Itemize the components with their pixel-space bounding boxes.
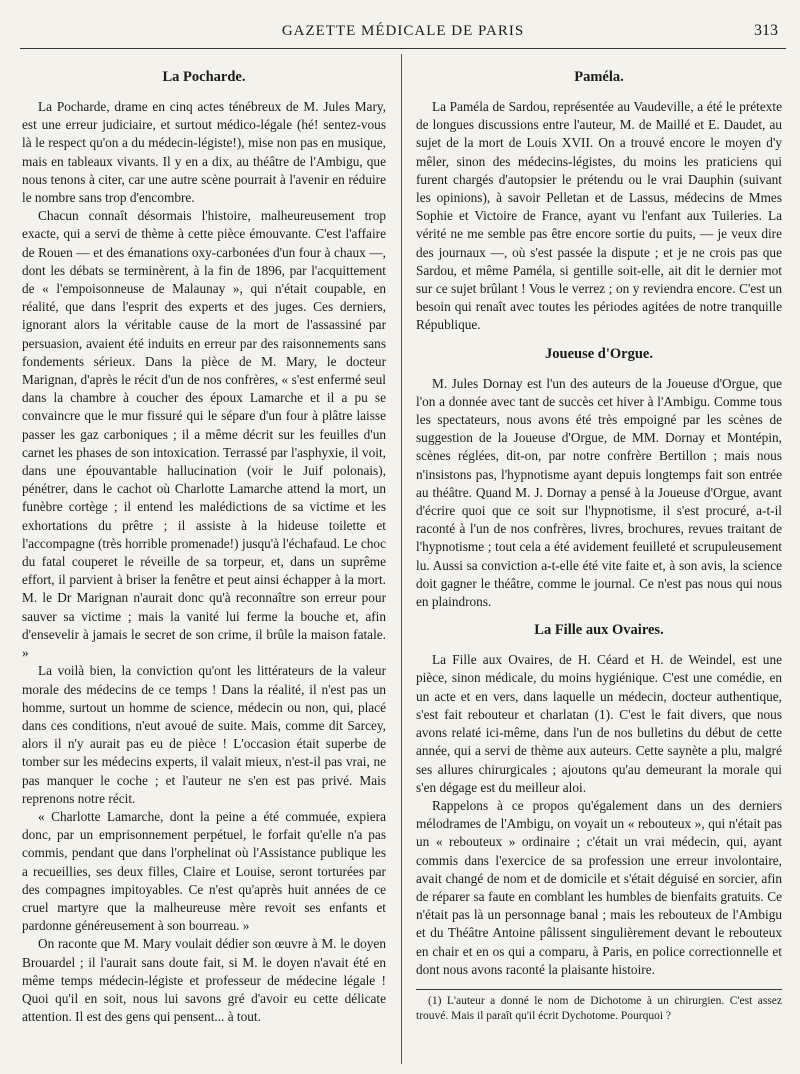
running-head <box>20 20 786 49</box>
paragraph: On raconte que M. Mary voulait dédier son œuvre à M. le doyen Brouardel ; il l'aurait sans doute fait, si M. le doyen n'avait été en même temps médecin-légiste et professeur de médecine légale ! Quoi qu'il en soit, nous lui savons gré d'avoir eu cette délicate attention. Il est des gens qui pensent... à tout. <box>22 936 386 1025</box>
article-joueuse-orgue <box>416 345 782 612</box>
left-column <box>22 58 386 1058</box>
paragraph: La Paméla de Sardou, représentée au Vaudeville, a été le prétexte de longues discussions entre l'auteur, M. de Maillé et E. Daudet, au sujet de la mort de Louis XVII. On a trouvé encore le moyen d'y mêler, sinon des médecins-légistes, du moins les praticiens qui furent chargés d'autopsier le prétendu ou le vrai Dauphin (suivant les opinions), à savoir Pelletan et de Lassus, médecins de Mmes Sophie et Victoire de France, ayant vu l'enfant aux Tuileries. La vérité ne me semble pas être encore sortie du puits, — je veux dire des journaux —, où s'est passée la dispute ; et je ne crois pas que Sardou, et même Paméla, si gentille soit-elle, ait dit le dernier mot sur ce sujet brûlant ! Vous le verrez ; on y reviendra encore. C'est un besoin qui renaît avec toutes les périodes agitées de notre tranquille République. <box>416 99 782 333</box>
paragraph: La Fille aux Ovaires, de H. Céard et H. de Weindel, est une pièce, sinon médicale, du moins hygiénique. C'est une comédie, en un acte et en vers, dans laquelle un médecin, docteur authentique, s'est fait rebouteur et charlatan (1). C'est le fait divers, que nous avons relaté ici-même, dans l'un de nos bulletins du début de cette année, qui a servi de thème aux auteurs. Cette saynète a plu, malgré ses allures chirurgicales ; ajoutons qu'au demeurant la morale qui s'en dégage est du meilleur aloi. <box>416 652 782 795</box>
footnote: (1) L'auteur a donné le nom de Dichotome à un chirurgien. C'est assez trouvé. Mais il paraît qu'il écrit Dychotome. Pourquoi ? <box>416 994 782 1022</box>
paragraph: Chacun connaît désormais l'histoire, malheureusement trop exacte, qui a servi de thème à cette pièce émouvante. C'est l'affaire de Rouen — et des émanations oxy-carbonées d'un four à chaux —, dont les débats se terminèrent, à la fin de 1896, par l'acquittement de « l'empoisonneuse de Malaunay », qui n'était coupable, en réalité, que dans l'esprit des experts et des juges. Ces derniers, ignorant alors la véritable cause de la mort de l'assassiné par persuasion, avaient été induits en erreur par des raisonnements sans fondements sérieux. Dans la pièce de M. Mary, le docteur Marignan, d'après le récit d'un de nos confrères, « s'est enfermé seul dans la chambre à coucher des époux Lamarche et il a pu se convaincre que le mur fissuré qui le sépare d'un four à plâtre laisse passer les gaz carboniques ; il a même décrit sur les feuilles d'un carnet les phases de son intoxication. Terrassé par l'asphyxie, il voit, dans une épouvantable hallucination (voir le Juif polonais), pénétrer, dans le cachot où Charlotte Lamarche attend la mort, un funèbre cortège ; il entend les malédictions de sa victime et les exhortations du prêtre ; il assiste à la hideuse toilette et l'accompagne (très horrible promenade!) jusqu'à l'échafaud. Le choc du fatal couperet le réveille de sa torpeur, et, dans un suprême effort, il parvient à briser la fenêtre et peut ainsi échapper à la mort. M. le Dr Marignan n'aurait donc qu'à reconnaître son erreur pour sauver sa victime ; mais la vanité lui ferme la bouche et, afin d'ensevelir à jamais le secret de son crime, il brûle la maison fatale. » <box>22 208 386 661</box>
journal-title: GAZETTE MÉDICALE DE PARIS <box>281 23 525 39</box>
right-column <box>416 58 782 1058</box>
page-number: 313 <box>754 22 778 39</box>
article-heading: La Pocharde. <box>162 69 246 85</box>
article-heading: La Fille aux Ovaires. <box>534 622 664 639</box>
paragraph: La Pocharde, drame en cinq actes ténébreux de M. Jules Mary, est une erreur judiciaire, et surtout médico-légale (hé! sentez-vous là le respect qu'on a du médecin-légiste!), mise non pas en musique, mais en tableaux vivants. Il y en a dix, au théâtre de l'Ambigu, que nous tenons à citer, car une autre scène pourrait à l'avenir en réduire le nombre sans trop d'encombre. <box>22 99 386 206</box>
paragraph: Rappelons à ce propos qu'également dans un des derniers mélodrames de l'Ambigu, on voyait un « rebouteux », qui n'était pas un « rebouteux » ordinaire ; c'était un vrai médecin, qui, ayant commis dans l'exercice de sa profession une erreur involontaire, avait changé de nom et de domicile et s'était déguisé en sorcier, afin de réparer sa faute en comblant les humbles de bienfaits gratuits. Ce n'était pas là un personnage banal ; mais les rebouteux de l'Ambigu et du Théâtre Antoine pâlissent singulièrement devant le rebouteux en chair et en os qui a comparu, à Paris, en police correctionnelle et dont nous avons raconté la plaisante histoire. <box>416 797 782 977</box>
paragraph: La voilà bien, la conviction qu'ont les littérateurs de la valeur morale des médecins de ce temps ! Dans la réalité, il n'est pas un homme, surtout un homme de science, médecin ou non, qui, placé dans ces conditions, n'eut avoué de suite. Mais, comme dit Sarcey, alors il n'y aurait pas eu de pièce ! L'occasion était superbe de tomber sur les médecins experts, il valait mieux, n'est-il pas vrai, ne pas manquer le coche ; et l'auteur ne s'en est pas privé. Mais reprenons notre récit. <box>22 663 386 806</box>
article-heading: Paméla. <box>574 69 624 85</box>
article-pocharde <box>22 68 386 1026</box>
footnote-rule <box>416 989 782 990</box>
article-heading: Joueuse d'Orgue. <box>545 345 653 362</box>
article-pamela <box>416 68 782 335</box>
column-divider <box>401 54 402 1064</box>
article-fille-ovaires <box>416 621 782 979</box>
paragraph: M. Jules Dornay est l'un des auteurs de la Joueuse d'Orgue, que l'on a donnée avec tant de succès cet hiver à l'Ambigu. Comme tous les spectateurs, nous avons été très empoigné par les scènes de suggestion de la Joueuse d'Orgue, de MM. Dornay et Montépin, scènes réglées, dit-on, par notre confrère Bertillon ; mais nous n'insistons pas, l'hypnotisme ayant depuis longtemps fait son entrée au théâtre. Quand M. J. Dornay a pensé à la Joueuse d'Orgue, avant d'écrire quoi que ce soit sur l'hypnotisme, il s'est procuré, a-t-il raconté à l'un de nos confrères, livres, brochures, revues traitant de l'hypnotisme ; tout cela a été avidement feuilleté et scrupuleusement lu. Aussi sa conviction a-t-elle été vite faite et, à son avis, la science doit gagner le théâtre, comme le journal. Ce n'est pas nous qui nous en plaindrons. <box>416 375 782 610</box>
paragraph: « Charlotte Lamarche, dont la peine a été commuée, expiera donc, par un emprisonnement perpétuel, le forfait qu'elle n'a pas commis, pendant que dans l'orphelinat où l'Assistance publique les a recueillies, ses deux filles, Claire et Louise, seront torturées par des compagnes impitoyables. Ce n'est qu'après huit années de ce cruel martyre que la malheureuse mère revoit ses enfants et pardonne généreusement à son bourreau. » <box>22 808 386 934</box>
